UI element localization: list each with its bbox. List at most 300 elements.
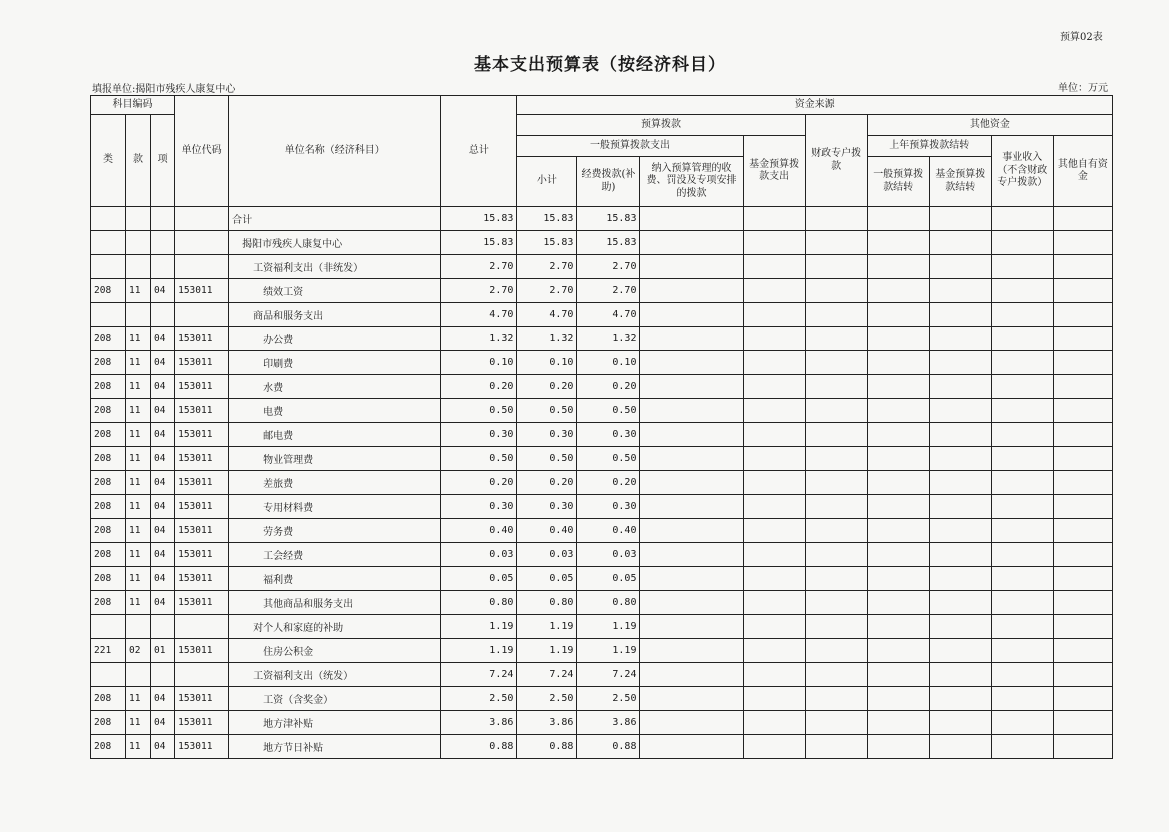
fiscal-special-cell — [805, 303, 867, 327]
fiscal-special-cell — [805, 423, 867, 447]
total-cell: 0.50 — [441, 399, 517, 423]
business-income-cell — [991, 207, 1053, 231]
total-cell: 3.86 — [441, 711, 517, 735]
total-cell: 0.40 — [441, 519, 517, 543]
fund-budget-cell — [743, 711, 805, 735]
item-name-cell: 办公费 — [229, 327, 441, 351]
business-income-cell — [991, 255, 1053, 279]
total-cell: 0.88 — [441, 735, 517, 759]
carryover-header: 上年预算拨款结转 — [867, 136, 991, 157]
self-owned-cell — [1053, 735, 1112, 759]
item-name-cell: 其他商品和服务支出 — [229, 591, 441, 615]
subtotal-cell: 1.19 — [517, 615, 577, 639]
fiscal-special-cell — [805, 567, 867, 591]
item-name-cell: 电费 — [229, 399, 441, 423]
carry-general-cell — [867, 447, 929, 471]
subtotal-cell: 0.80 — [517, 591, 577, 615]
total-cell: 15.83 — [441, 231, 517, 255]
fund-budget-cell — [743, 303, 805, 327]
kuan-cell — [126, 207, 151, 231]
total-cell: 0.50 — [441, 447, 517, 471]
carry-fund-cell — [929, 543, 991, 567]
lei-cell: 208 — [91, 687, 126, 711]
lei-cell — [91, 231, 126, 255]
item-name-cell: 地方津补贴 — [229, 711, 441, 735]
self-owned-cell — [1053, 591, 1112, 615]
total-cell: 0.20 — [441, 375, 517, 399]
included-fees-cell — [640, 471, 743, 495]
table-row — [91, 543, 1113, 567]
fiscal-special-cell — [805, 279, 867, 303]
item-name-cell: 印刷费 — [229, 351, 441, 375]
included-fees-cell — [640, 687, 743, 711]
lei-cell: 208 — [91, 351, 126, 375]
unit-code-cell — [175, 663, 229, 687]
xiang-cell — [151, 303, 175, 327]
item-name-cell: 绩效工资 — [229, 279, 441, 303]
total-cell: 4.70 — [441, 303, 517, 327]
total-cell: 0.03 — [441, 543, 517, 567]
fiscal-special-cell — [805, 231, 867, 255]
unit-code-cell — [175, 303, 229, 327]
carry-general-header: 一般预算拨款结转 — [867, 157, 929, 207]
kuan-cell: 11 — [126, 471, 151, 495]
table-row — [91, 567, 1113, 591]
total-cell: 0.30 — [441, 495, 517, 519]
self-owned-cell — [1053, 399, 1112, 423]
subtotal-cell: 2.50 — [517, 687, 577, 711]
business-income-cell — [991, 639, 1053, 663]
total-cell: 7.24 — [441, 663, 517, 687]
carry-general-cell — [867, 495, 929, 519]
fund-budget-cell — [743, 423, 805, 447]
lei-cell: 208 — [91, 447, 126, 471]
table-row — [91, 639, 1113, 663]
self-owned-cell — [1053, 447, 1112, 471]
included-fees-cell — [640, 399, 743, 423]
carry-fund-cell — [929, 279, 991, 303]
carry-fund-cell — [929, 591, 991, 615]
operating-cell: 0.20 — [577, 471, 640, 495]
operating-cell: 0.88 — [577, 735, 640, 759]
unit-code-cell: 153011 — [175, 543, 229, 567]
total-cell: 2.70 — [441, 255, 517, 279]
lei-cell: 208 — [91, 279, 126, 303]
item-name-cell: 福利费 — [229, 567, 441, 591]
self-owned-cell — [1053, 639, 1112, 663]
business-income-cell — [991, 591, 1053, 615]
lei-cell — [91, 303, 126, 327]
item-name-cell: 对个人和家庭的补助 — [229, 615, 441, 639]
xiang-cell: 04 — [151, 327, 175, 351]
table-row — [91, 279, 1113, 303]
included-fees-cell — [640, 423, 743, 447]
operating-cell: 0.50 — [577, 399, 640, 423]
operating-cell: 0.50 — [577, 447, 640, 471]
fund-budget-cell — [743, 591, 805, 615]
xiang-cell: 04 — [151, 375, 175, 399]
operating-cell: 0.05 — [577, 567, 640, 591]
subtotal-cell: 15.83 — [517, 207, 577, 231]
business-income-cell — [991, 687, 1053, 711]
table-row — [91, 399, 1113, 423]
xiang-cell: 04 — [151, 591, 175, 615]
business-income-cell — [991, 399, 1053, 423]
fund-source-header: 资金来源 — [517, 96, 1113, 115]
unit-code-cell: 153011 — [175, 447, 229, 471]
carry-general-cell — [867, 327, 929, 351]
carry-general-cell — [867, 279, 929, 303]
unit-code-cell: 153011 — [175, 375, 229, 399]
fund-budget-cell — [743, 279, 805, 303]
carry-general-cell — [867, 303, 929, 327]
carry-general-cell — [867, 423, 929, 447]
kuan-cell: 11 — [126, 567, 151, 591]
table-row — [91, 471, 1113, 495]
general-budget-header: 一般预算拨款支出 — [517, 136, 743, 157]
fiscal-special-cell — [805, 375, 867, 399]
operating-cell: 3.86 — [577, 711, 640, 735]
lei-cell — [91, 255, 126, 279]
kuan-cell — [126, 615, 151, 639]
item-name-cell: 专用材料费 — [229, 495, 441, 519]
table-row — [91, 735, 1113, 759]
unit-code-cell: 153011 — [175, 351, 229, 375]
xiang-cell: 04 — [151, 471, 175, 495]
fiscal-special-cell — [805, 711, 867, 735]
fund-budget-cell — [743, 735, 805, 759]
xiang-cell — [151, 615, 175, 639]
operating-cell: 0.80 — [577, 591, 640, 615]
unit-code-cell: 153011 — [175, 639, 229, 663]
unit-code-cell: 153011 — [175, 327, 229, 351]
item-name-cell: 邮电费 — [229, 423, 441, 447]
lei-cell: 208 — [91, 423, 126, 447]
table-row — [91, 207, 1113, 231]
table-row — [91, 255, 1113, 279]
carry-general-cell — [867, 255, 929, 279]
carry-fund-cell — [929, 567, 991, 591]
business-income-cell — [991, 231, 1053, 255]
fiscal-special-cell — [805, 519, 867, 543]
subtotal-cell: 1.32 — [517, 327, 577, 351]
included-fees-cell — [640, 615, 743, 639]
total-cell: 1.19 — [441, 639, 517, 663]
table-row — [91, 327, 1113, 351]
carry-fund-cell — [929, 687, 991, 711]
self-owned-cell — [1053, 279, 1112, 303]
kuan-cell: 11 — [126, 375, 151, 399]
fund-budget-header: 基金预算拨款支出 — [743, 136, 805, 207]
unit-code-header: 单位代码 — [175, 96, 229, 207]
subtotal-cell: 0.30 — [517, 495, 577, 519]
carry-fund-cell — [929, 471, 991, 495]
operating-cell: 0.30 — [577, 423, 640, 447]
unit-code-cell: 153011 — [175, 687, 229, 711]
carry-general-cell — [867, 351, 929, 375]
self-owned-cell — [1053, 207, 1112, 231]
fund-budget-cell — [743, 207, 805, 231]
self-owned-cell — [1053, 351, 1112, 375]
kuan-cell: 11 — [126, 591, 151, 615]
table-row — [91, 711, 1113, 735]
operating-cell: 4.70 — [577, 303, 640, 327]
item-name-cell: 工会经费 — [229, 543, 441, 567]
operating-cell: 0.40 — [577, 519, 640, 543]
operating-cell: 0.20 — [577, 375, 640, 399]
business-income-cell — [991, 519, 1053, 543]
table-row — [91, 519, 1113, 543]
business-income-cell — [991, 423, 1053, 447]
operating-header: 经费拨款(补助) — [577, 157, 640, 207]
included-fees-cell — [640, 567, 743, 591]
lei-cell: 208 — [91, 327, 126, 351]
carry-fund-cell — [929, 615, 991, 639]
kuan-cell: 11 — [126, 351, 151, 375]
lei-cell: 208 — [91, 495, 126, 519]
fund-budget-cell — [743, 375, 805, 399]
included-fees-cell — [640, 663, 743, 687]
fiscal-special-cell — [805, 471, 867, 495]
self-owned-cell — [1053, 567, 1112, 591]
unit-code-cell: 153011 — [175, 423, 229, 447]
page-title: 基本支出预算表（按经济科目） — [474, 55, 726, 75]
fiscal-special-cell — [805, 399, 867, 423]
other-funds-header: 其他资金 — [867, 115, 1112, 136]
fiscal-special-cell — [805, 591, 867, 615]
item-name-cell: 地方节日补贴 — [229, 735, 441, 759]
budget-table — [90, 95, 1113, 759]
item-name-cell: 差旅费 — [229, 471, 441, 495]
self-owned-cell — [1053, 519, 1112, 543]
fund-budget-cell — [743, 351, 805, 375]
fund-budget-cell — [743, 519, 805, 543]
included-fees-cell — [640, 279, 743, 303]
business-income-cell — [991, 375, 1053, 399]
kuan-cell: 11 — [126, 279, 151, 303]
fund-budget-cell — [743, 567, 805, 591]
lei-cell: 208 — [91, 543, 126, 567]
total-cell: 2.70 — [441, 279, 517, 303]
table-row — [91, 687, 1113, 711]
item-name-cell: 水费 — [229, 375, 441, 399]
business-income-cell — [991, 615, 1053, 639]
budget-allocation-header: 预算拨款 — [517, 115, 805, 136]
currency-unit: 单位：万元 — [1058, 83, 1108, 94]
lei-cell: 221 — [91, 639, 126, 663]
subtotal-cell: 0.50 — [517, 399, 577, 423]
carry-general-cell — [867, 567, 929, 591]
xiang-cell: 04 — [151, 711, 175, 735]
business-income-cell — [991, 303, 1053, 327]
unit-code-cell: 153011 — [175, 711, 229, 735]
self-owned-cell — [1053, 687, 1112, 711]
kuan-cell: 11 — [126, 423, 151, 447]
carry-fund-cell — [929, 519, 991, 543]
subtotal-cell: 7.24 — [517, 663, 577, 687]
xiang-cell: 04 — [151, 735, 175, 759]
subtotal-cell: 0.03 — [517, 543, 577, 567]
subtotal-cell: 2.70 — [517, 255, 577, 279]
xiang-cell: 04 — [151, 567, 175, 591]
business-income-cell — [991, 447, 1053, 471]
self-owned-cell — [1053, 495, 1112, 519]
operating-cell: 15.83 — [577, 207, 640, 231]
lei-cell: 208 — [91, 711, 126, 735]
kuan-cell: 11 — [126, 687, 151, 711]
subtotal-cell: 0.88 — [517, 735, 577, 759]
lei-header: 类 — [91, 115, 126, 207]
kuan-cell: 11 — [126, 711, 151, 735]
carry-general-cell — [867, 519, 929, 543]
fund-budget-cell — [743, 663, 805, 687]
table-row — [91, 663, 1113, 687]
unit-code-cell: 153011 — [175, 399, 229, 423]
subtotal-cell: 3.86 — [517, 711, 577, 735]
included-fees-cell — [640, 711, 743, 735]
business-income-cell — [991, 735, 1053, 759]
total-cell: 1.32 — [441, 327, 517, 351]
unit-code-cell — [175, 231, 229, 255]
self-owned-cell — [1053, 303, 1112, 327]
fund-budget-cell — [743, 639, 805, 663]
unit-code-cell: 153011 — [175, 279, 229, 303]
included-fees-cell — [640, 543, 743, 567]
unit-code-cell — [175, 255, 229, 279]
fund-budget-cell — [743, 231, 805, 255]
self-owned-cell — [1053, 711, 1112, 735]
xiang-cell: 04 — [151, 447, 175, 471]
kuan-cell: 11 — [126, 543, 151, 567]
total-cell: 1.19 — [441, 615, 517, 639]
xiang-cell — [151, 231, 175, 255]
total-cell: 0.30 — [441, 423, 517, 447]
kuan-cell: 11 — [126, 735, 151, 759]
lei-cell — [91, 663, 126, 687]
kuan-cell — [126, 231, 151, 255]
business-income-cell — [991, 327, 1053, 351]
carry-general-cell — [867, 591, 929, 615]
kuan-cell: 11 — [126, 327, 151, 351]
kuan-header: 款 — [126, 115, 151, 207]
carry-general-cell — [867, 735, 929, 759]
xiang-cell: 04 — [151, 543, 175, 567]
reporting-unit: 填报单位:揭阳市残疾人康复中心 — [92, 84, 236, 95]
included-fees-cell — [640, 495, 743, 519]
self-owned-header: 其他自有资金 — [1053, 136, 1112, 207]
subtotal-cell: 0.10 — [517, 351, 577, 375]
subtotal-cell: 0.05 — [517, 567, 577, 591]
self-owned-cell — [1053, 663, 1112, 687]
operating-cell: 15.83 — [577, 231, 640, 255]
kuan-cell — [126, 303, 151, 327]
xiang-header: 项 — [151, 115, 175, 207]
carry-general-cell — [867, 543, 929, 567]
subtotal-cell: 0.50 — [517, 447, 577, 471]
self-owned-cell — [1053, 255, 1112, 279]
total-header: 总计 — [441, 96, 517, 207]
operating-cell: 0.03 — [577, 543, 640, 567]
unit-code-cell: 153011 — [175, 519, 229, 543]
fiscal-special-cell — [805, 495, 867, 519]
fiscal-special-cell — [805, 327, 867, 351]
business-income-cell — [991, 495, 1053, 519]
lei-cell: 208 — [91, 519, 126, 543]
business-income-cell — [991, 279, 1053, 303]
included-fees-cell — [640, 375, 743, 399]
kuan-cell: 11 — [126, 399, 151, 423]
unit-code-cell — [175, 615, 229, 639]
item-name-cell: 揭阳市残疾人康复中心 — [229, 231, 441, 255]
lei-cell: 208 — [91, 471, 126, 495]
fund-budget-cell — [743, 327, 805, 351]
carry-general-cell — [867, 615, 929, 639]
item-name-cell: 商品和服务支出 — [229, 303, 441, 327]
operating-cell: 0.30 — [577, 495, 640, 519]
subtotal-cell: 4.70 — [517, 303, 577, 327]
business-income-cell — [991, 663, 1053, 687]
table-row — [91, 591, 1113, 615]
unit-code-cell: 153011 — [175, 495, 229, 519]
carry-general-cell — [867, 687, 929, 711]
item-name-cell: 劳务费 — [229, 519, 441, 543]
included-fees-cell — [640, 735, 743, 759]
table-row — [91, 495, 1113, 519]
fund-budget-cell — [743, 495, 805, 519]
fiscal-special-cell — [805, 543, 867, 567]
carry-general-cell — [867, 231, 929, 255]
kuan-cell: 11 — [126, 519, 151, 543]
unit-code-cell — [175, 207, 229, 231]
lei-cell: 208 — [91, 375, 126, 399]
carry-general-cell — [867, 207, 929, 231]
unit-code-cell: 153011 — [175, 735, 229, 759]
included-fees-cell — [640, 639, 743, 663]
subtotal-cell: 1.19 — [517, 639, 577, 663]
operating-cell: 2.70 — [577, 279, 640, 303]
carry-fund-cell — [929, 735, 991, 759]
carry-fund-cell — [929, 303, 991, 327]
carry-fund-cell — [929, 495, 991, 519]
operating-cell: 7.24 — [577, 663, 640, 687]
self-owned-cell — [1053, 327, 1112, 351]
item-name-cell: 合计 — [229, 207, 441, 231]
self-owned-cell — [1053, 375, 1112, 399]
subtotal-cell: 2.70 — [517, 279, 577, 303]
lei-cell — [91, 615, 126, 639]
fiscal-special-cell — [805, 639, 867, 663]
subtotal-cell: 0.20 — [517, 375, 577, 399]
total-cell: 0.05 — [441, 567, 517, 591]
lei-cell — [91, 207, 126, 231]
subtotal-cell: 0.40 — [517, 519, 577, 543]
kuan-cell — [126, 255, 151, 279]
fiscal-special-cell — [805, 735, 867, 759]
carry-general-cell — [867, 711, 929, 735]
kuan-cell: 11 — [126, 447, 151, 471]
lei-cell: 208 — [91, 399, 126, 423]
fiscal-special-cell — [805, 687, 867, 711]
carry-general-cell — [867, 399, 929, 423]
subtotal-header: 小计 — [517, 157, 577, 207]
included-fees-cell — [640, 519, 743, 543]
included-fees-cell — [640, 255, 743, 279]
total-cell: 15.83 — [441, 207, 517, 231]
xiang-cell: 04 — [151, 399, 175, 423]
carry-general-cell — [867, 471, 929, 495]
fiscal-special-cell — [805, 255, 867, 279]
lei-cell: 208 — [91, 735, 126, 759]
